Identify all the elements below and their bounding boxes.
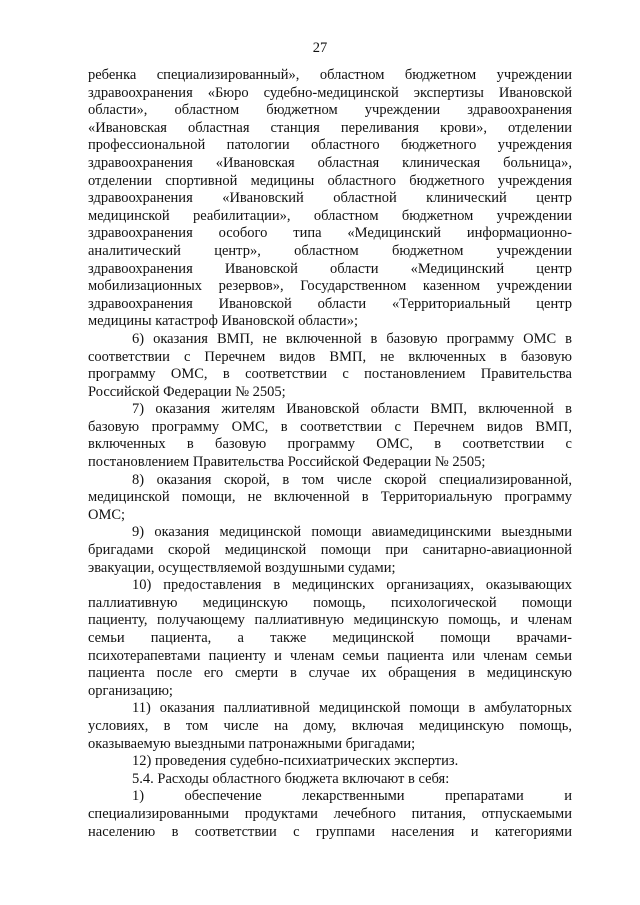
text-line: медицинской помощи, не включенной в Территориальную программу <box>88 489 572 506</box>
text-line: 11) оказания паллиативной медицинской помощи в амбулаторных <box>132 700 572 717</box>
text-line: условиях, в том числе на дому, включая медицинскую помощь, <box>88 717 572 734</box>
text-line: здравоохранения особого типа «Медицинский информационно- <box>88 225 572 242</box>
text-line: 12) проведения судебно-психиатрических экспертиз. <box>132 753 459 770</box>
text-line: здравоохранения «Ивановский областной клинический центр <box>88 190 572 207</box>
text-line: 5.4. Расходы областного бюджета включают в себя: <box>132 770 450 787</box>
text-line: здравоохранения «Ивановская областная клиническая больница», <box>88 154 572 171</box>
document-body-text <box>88 67 572 841</box>
text-line: здравоохранения Ивановской области «Территориальный центр <box>88 295 572 312</box>
text-line: соответствии с Перечнем видов ВМП, не включенных в базовую <box>88 348 572 365</box>
text-line: «Ивановская областная станция переливания крови», отделении <box>88 119 572 136</box>
text-line: включенных в базовую программу ОМС, в соответствии с <box>88 436 572 453</box>
text-line: 9) оказания медицинской помощи авиамедицинскими выездными <box>132 524 572 541</box>
text-line: Российской Федерации № 2505; <box>88 383 286 400</box>
text-line: постановлением Правительства Российской Федерации № 2505; <box>88 454 486 471</box>
page-number: 27 <box>312 40 328 56</box>
text-line: 6) оказания ВМП, не включенной в базовую программу ОМС в <box>132 330 572 347</box>
text-line: населению в соответствии с группами населения и категориями <box>88 823 572 840</box>
text-line: 8) оказания скорой, в том числе скорой специализированной, <box>132 471 572 488</box>
text-line: медицинской реабилитации», областном бюджетном учреждении <box>88 207 572 224</box>
text-line: паллиативную медицинскую помощь, психологической помощи <box>88 594 572 611</box>
text-line: ОМС; <box>88 506 126 523</box>
text-line: 10) предоставления в медицинских организациях, оказывающих <box>132 577 572 594</box>
text-line: базовую программу ОМС, в соответствии с Перечнем видов ВМП, <box>88 418 572 435</box>
text-line: 7) оказания жителям Ивановской области ВМП, включенной в <box>132 401 572 418</box>
text-line: организацию; <box>88 682 173 699</box>
text-line: отделении спортивной медицины областного бюджетного учреждения <box>88 172 572 189</box>
text-line: профессиональной патологии областного бюджетного учреждения <box>88 137 572 154</box>
text-line: специализированными продуктами лечебного питания, отпускаемыми <box>88 805 572 822</box>
text-line: медицины катастроф Ивановской области»; <box>88 313 358 330</box>
text-line: мобилизационных резервов», Государственном казенном учреждении <box>88 278 572 295</box>
text-line: ребенка специализированный», областном бюджетном учреждении <box>88 67 572 83</box>
text-line: аналитический центр», областном бюджетном учреждении <box>88 242 572 259</box>
text-line: пациенту, получающему паллиативную медицинскую помощь, и членам <box>88 612 572 629</box>
text-line: психотерапевтами пациенту и членам семьи пациента или членам семьи <box>88 647 572 664</box>
text-line: здравоохранения «Бюро судебно-медицинской экспертизы Ивановской <box>88 84 572 101</box>
text-line: здравоохранения Ивановской области «Медицинский центр <box>88 260 572 277</box>
text-line: пациента после его смерти в случае их обращения в медицинскую <box>88 665 572 682</box>
text-line: бригадами скорой медицинской помощи при санитарно-авиационной <box>88 542 572 559</box>
text-line: семьи пациента, а также медицинской помощи врачами- <box>88 630 572 646</box>
text-line: области», областном бюджетном учреждении здравоохранения <box>88 102 572 119</box>
text-line: оказываемую выездными патронажными бригадами; <box>88 735 416 752</box>
text-line: 1) обеспечение лекарственными препаратами и <box>132 788 572 805</box>
text-line: программу ОМС, в соответствии с постановлением Правительства <box>88 366 572 383</box>
text-line: эвакуации, осуществляемой воздушными судами; <box>88 559 396 576</box>
